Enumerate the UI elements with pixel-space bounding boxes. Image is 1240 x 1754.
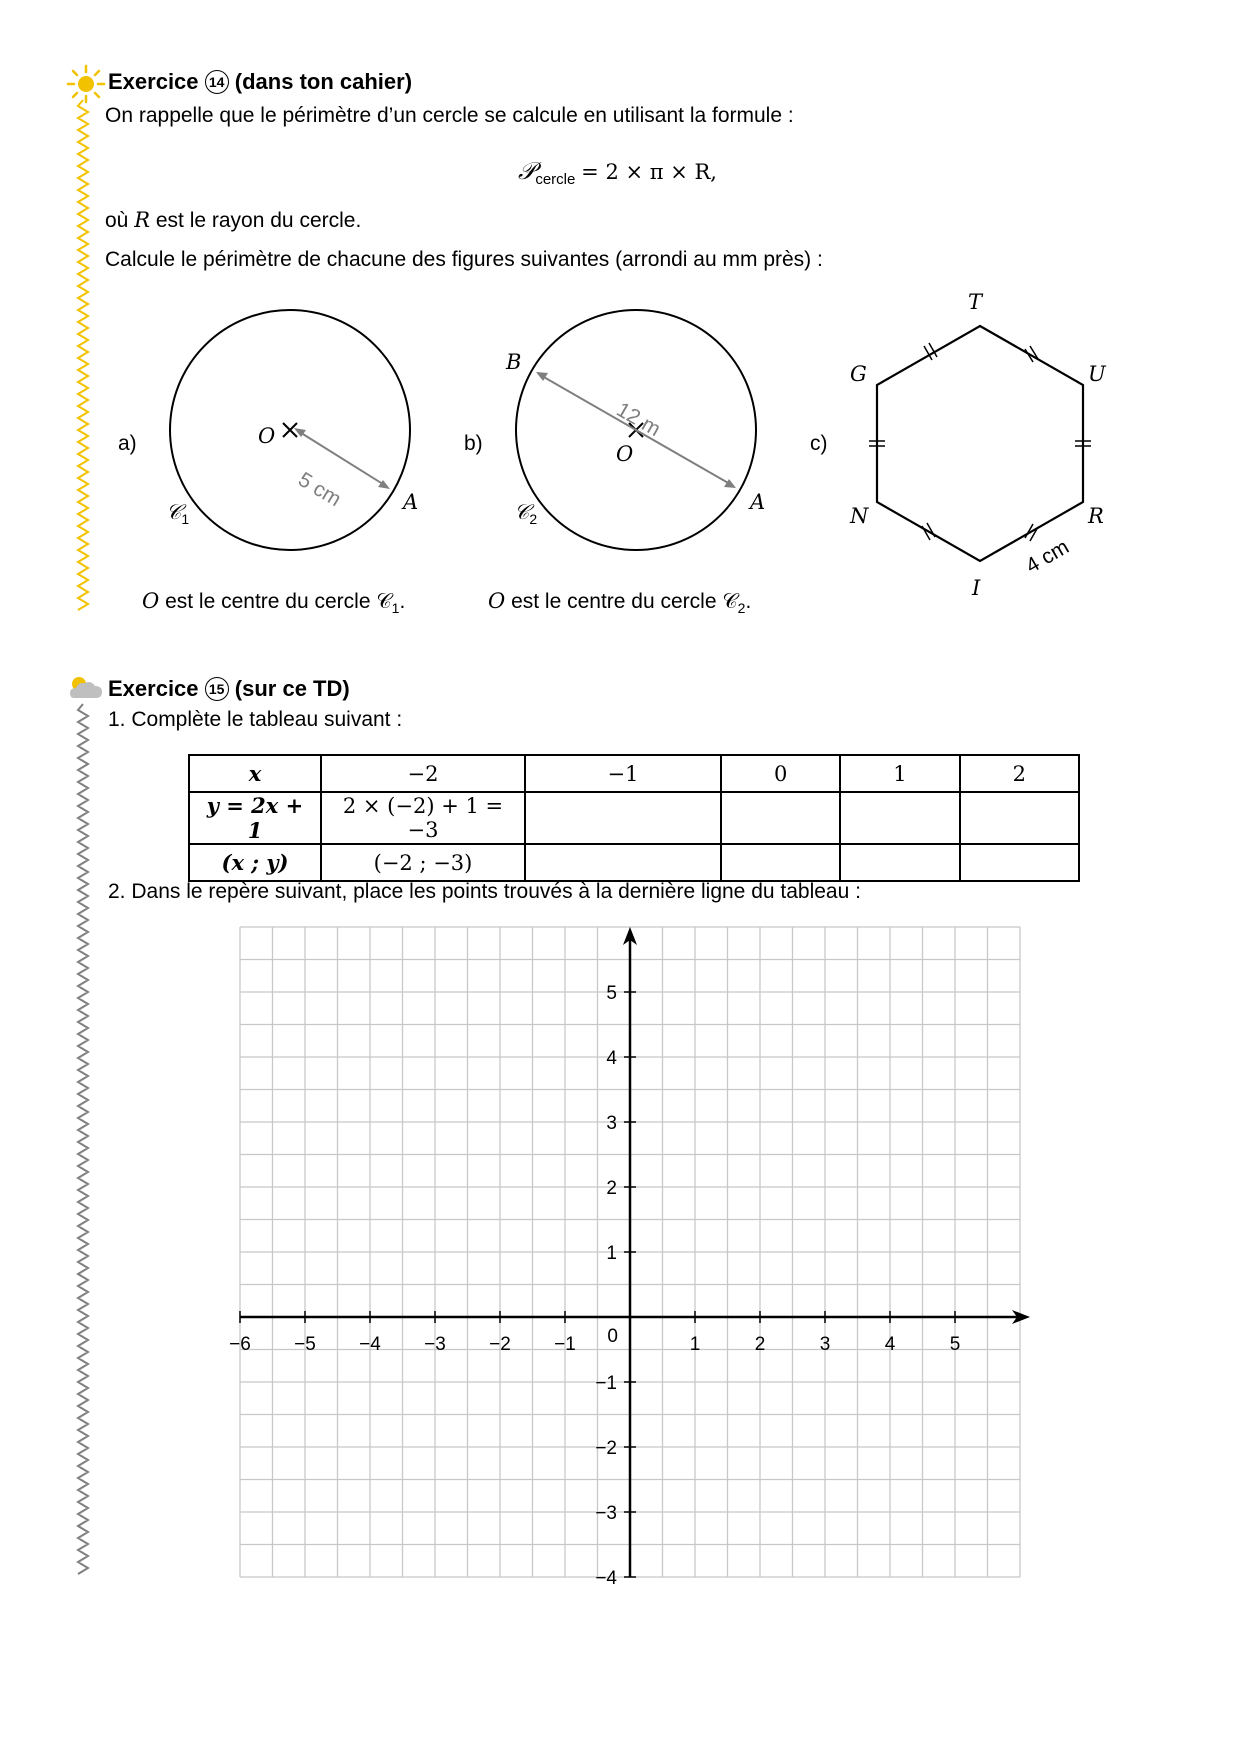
table-cell: (−2 ; −3)	[321, 844, 525, 881]
table-cell-input[interactable]	[840, 844, 959, 881]
fig-a-caption-end: .	[399, 590, 406, 613]
fig-a-circle-name	[166, 500, 189, 527]
fig-b-caption	[488, 589, 751, 616]
where-var: R	[134, 208, 151, 232]
formula-symbol: 𝒫	[518, 157, 536, 185]
x-tick-label: −3	[424, 1334, 446, 1355]
formula-rhs: = 2 × π × R,	[581, 160, 717, 184]
fig-b-point-b: B	[506, 350, 522, 374]
ex14-title-prefix: Exercice	[108, 69, 199, 94]
ex15-q2: 2. Dans le repère suivant, place les points trouvés à la dernière ligne du tableau :	[108, 880, 861, 903]
y-tick-label: 5	[606, 983, 617, 1004]
fig-b-circle-name	[514, 500, 537, 527]
fig-a-center: O	[258, 424, 276, 448]
table-cell: −2	[321, 755, 525, 792]
sun-icon	[66, 64, 106, 104]
table-cell: 1	[840, 755, 959, 792]
values-table	[188, 754, 1080, 882]
fig-b-caption-sub: 2	[737, 600, 746, 617]
x-tick-label: 3	[819, 1334, 831, 1355]
ex14-instruction: Calcule le périmètre de chacune des figures suivantes (arrondi au mm près) :	[105, 248, 823, 271]
table-cell: 0	[721, 755, 840, 792]
table-cell: −1	[525, 755, 721, 792]
origin-label: 0	[607, 1326, 618, 1347]
fig-b-caption-var: O	[488, 589, 506, 613]
fig-b-caption-end: .	[745, 590, 752, 613]
table-cell-input[interactable]	[721, 844, 840, 881]
x-tick-label: 1	[689, 1334, 701, 1355]
fig-a-caption-var: O	[142, 589, 160, 613]
x-tick-label: 5	[949, 1334, 961, 1355]
y-tick-label: 1	[606, 1243, 617, 1264]
fig-b-circle-symbol: 𝒞	[514, 500, 530, 524]
x-tick-label: −1	[554, 1334, 576, 1355]
ex15-number: 15	[205, 677, 229, 701]
y-tick-label: −2	[595, 1438, 617, 1459]
fig-c-label: c)	[810, 432, 828, 455]
y-tick-label: 4	[606, 1048, 617, 1069]
ex14-number: 14	[205, 70, 229, 94]
table-row-xy	[189, 844, 1079, 881]
fig-a-label: a)	[118, 432, 137, 455]
table-cell: x	[189, 755, 321, 792]
table-cell: y = 2x + 1	[189, 792, 321, 844]
fig-b-point-a: A	[750, 490, 766, 514]
fig-a-radius: 5 cm	[294, 468, 346, 512]
fig-c-hexagon	[850, 310, 1110, 570]
table-cell: (x ; y)	[189, 844, 321, 881]
y-tick-label: −3	[595, 1503, 617, 1524]
y-tick-label: 2	[606, 1178, 617, 1199]
ex15-title-prefix: Exercice	[108, 676, 199, 701]
x-tick-label: 4	[884, 1334, 896, 1355]
x-tick-label: 2	[754, 1334, 766, 1355]
x-tick-label: −6	[229, 1334, 251, 1355]
fig-b-caption-text: est le centre du cercle 𝒞	[511, 590, 738, 613]
fig-a-caption	[142, 589, 405, 616]
where-suffix: est le rayon du cercle.	[155, 209, 362, 232]
vertex-n: N	[850, 504, 869, 528]
table-cell-input[interactable]	[840, 792, 959, 844]
fig-b-label: b)	[464, 432, 483, 455]
fig-c-side: 4 cm	[1022, 535, 1073, 578]
ex14-where	[105, 208, 361, 233]
where-prefix: où	[105, 209, 129, 232]
ex14-intro: On rappelle que le périmètre d’un cercle se calcule en utilisant la formule :	[105, 104, 794, 127]
fig-a-circle-sub: 1	[181, 511, 190, 528]
vertex-u: U	[1088, 362, 1106, 386]
coordinate-grid[interactable]	[229, 925, 1020, 1589]
fig-a-circle-symbol: 𝒞	[166, 500, 182, 524]
fig-a-caption-text: est le centre du cercle 𝒞	[165, 590, 392, 613]
ex14-title	[108, 69, 412, 95]
vertex-t: T	[968, 290, 983, 314]
ex15-title-suffix: (sur ce TD)	[234, 676, 350, 701]
x-tick-label: −2	[489, 1334, 511, 1355]
table-cell: 2	[960, 755, 1079, 792]
fig-a-caption-sub: 1	[391, 600, 400, 617]
ex15-q1: 1. Complète le tableau suivant :	[108, 708, 403, 731]
cloud-icon	[66, 672, 106, 702]
fig-a-point: A	[403, 490, 419, 514]
perimeter-formula	[518, 157, 717, 188]
formula-subscript: cercle	[535, 171, 576, 189]
y-tick-label: −4	[595, 1568, 617, 1589]
fig-b-center: O	[616, 442, 634, 466]
table-cell-input[interactable]	[960, 792, 1079, 844]
zigzag-border-ex15	[76, 704, 90, 1584]
fig-b-circle-sub: 2	[529, 511, 538, 528]
vertex-g: G	[850, 362, 867, 386]
table-row-x	[189, 755, 1079, 792]
y-tick-label: 3	[606, 1113, 617, 1134]
vertex-i: I	[972, 576, 981, 600]
x-tick-label: −4	[359, 1334, 381, 1355]
table-cell: 2 × (−2) + 1 = −3	[321, 792, 525, 844]
zigzag-border-ex14	[76, 100, 90, 620]
table-cell-input[interactable]	[525, 792, 721, 844]
table-cell-input[interactable]	[960, 844, 1079, 881]
ex15-title	[108, 676, 350, 702]
table-cell-input[interactable]	[525, 844, 721, 881]
fig-a-circle	[160, 300, 420, 560]
y-tick-label: −1	[595, 1373, 617, 1394]
table-row-y	[189, 792, 1079, 844]
table-cell-input[interactable]	[721, 792, 840, 844]
x-tick-label: −5	[294, 1334, 316, 1355]
fig-b-diameter: 12 m	[612, 398, 665, 442]
vertex-r: R	[1088, 504, 1104, 528]
ex14-title-suffix: (dans ton cahier)	[234, 69, 413, 94]
